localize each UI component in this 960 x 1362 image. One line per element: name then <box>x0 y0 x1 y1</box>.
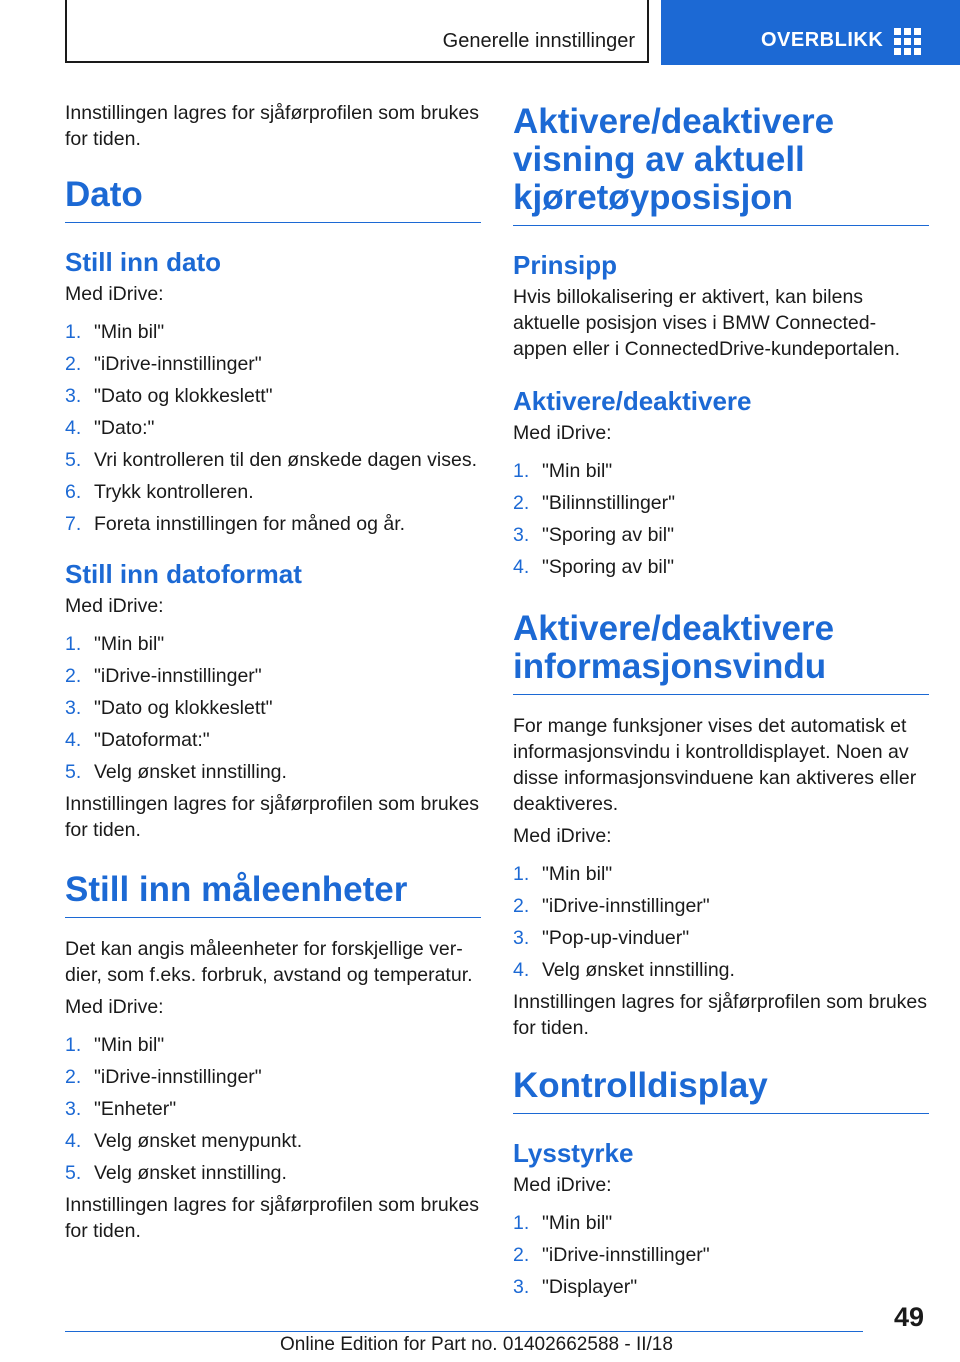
list-item: 2. "iDrive-innstillinger" <box>513 1244 710 1266</box>
heading-posisjon: Aktivere/deaktivere visning av aktuell kjøretøyposisjon <box>513 103 929 226</box>
list-item: 3. "Displayer" <box>513 1276 638 1298</box>
steps-maleenheter <box>65 1032 481 1186</box>
header-section-title: Generelle innstillinger <box>442 30 635 52</box>
grid-menu-icon <box>894 28 922 54</box>
heading-still-inn-dato: Still inn dato <box>65 247 221 277</box>
list-item: 4. Velg ønsket menypunkt. <box>65 1130 303 1152</box>
lead-still-inn-dato: Med iDrive: <box>65 283 164 305</box>
list-item: 3. "Enheter" <box>65 1098 177 1120</box>
list-item: 5. Velg ønsket innstilling. <box>65 1162 287 1184</box>
heading-dato: Dato <box>65 176 481 223</box>
heading-still-inn-datoformat: Still inn datoformat <box>65 559 302 589</box>
list-item: 2. "iDrive-innstillinger" <box>65 1066 262 1088</box>
steps-aktivere <box>513 458 929 580</box>
list-item: 2. "iDrive-innstillinger" <box>65 353 262 375</box>
list-item: 2. "Bilinnstillinger" <box>513 492 676 514</box>
list-item: 3. "Sporing av bil" <box>513 524 674 546</box>
overview-tab-label: OVERBLIKK <box>761 29 884 51</box>
overview-tab[interactable] <box>661 0 960 65</box>
intro-note: Innstillingen lagres for sjåførprofilen som brukes for tiden. <box>65 102 480 150</box>
lead-lysstyrke: Med iDrive: <box>513 1174 612 1196</box>
note-datoformat: Innstillingen lagres for sjåførprofilen som brukes for tiden. <box>65 793 480 841</box>
list-item: 5. Vri kontrolleren til den ønskede dagen vises. <box>65 449 477 471</box>
intro-informasjonsvindu: For mange funksjoner vises det automatisk et informasjonsvindu i kontrolldisplayet. Noen av disse informasjonsvinduene kan aktiveres eller deaktiveres. <box>513 715 917 815</box>
page-number: 49 <box>894 1302 925 1332</box>
lead-informasjonsvindu: Med iDrive: <box>513 825 612 847</box>
steps-still-inn-datoformat <box>65 631 481 785</box>
lead-still-inn-datoformat: Med iDrive: <box>65 595 164 617</box>
list-item: 7. Foreta innstillingen for måned og år. <box>65 513 406 535</box>
steps-informasjonsvindu <box>513 861 929 983</box>
list-item: 4. Velg ønsket innstilling. <box>513 959 735 981</box>
lead-aktivere: Med iDrive: <box>513 422 612 444</box>
intro-maleenheter: Det kan angis måleenheter for forskjellige verdier, som f.eks. forbruk, avstand og temperatur. <box>65 938 473 986</box>
list-item: 1. "Min bil" <box>513 863 613 885</box>
list-item: 2. "iDrive-innstillinger" <box>513 895 710 917</box>
steps-lysstyrke <box>513 1210 929 1300</box>
list-item: 3. "Pop-up-vinduer" <box>513 927 690 949</box>
list-item: 2. "iDrive-innstillinger" <box>65 665 262 687</box>
list-item: 1. "Min bil" <box>513 1212 613 1234</box>
list-item: 4. "Dato:" <box>65 417 155 439</box>
heading-prinsipp: Prinsipp <box>513 250 618 280</box>
steps-still-inn-dato <box>65 319 481 537</box>
list-item: 4. "Datoformat:" <box>65 729 210 751</box>
list-item: 5. Velg ønsket innstilling. <box>65 761 287 783</box>
list-item: 1. "Min bil" <box>513 460 613 482</box>
list-item: 6. Trykk kontrolleren. <box>65 481 254 503</box>
heading-aktivere-deaktivere: Aktivere/deaktivere <box>513 386 752 416</box>
list-item: 3. "Dato og klokkeslett" <box>65 385 273 407</box>
right-column <box>513 103 929 1306</box>
list-item: 4. "Sporing av bil" <box>513 556 674 578</box>
note-maleenheter: Innstillingen lagres for sjåførprofilen som brukes for tiden. <box>65 1194 480 1242</box>
list-item: 1. "Min bil" <box>65 321 165 343</box>
heading-maleenheter: Still inn måleenheter <box>65 871 481 918</box>
heading-kontrolldisplay: Kontrolldisplay <box>513 1067 929 1114</box>
heading-lysstyrke: Lysstyrke <box>513 1138 634 1168</box>
note-informasjonsvindu: Innstillingen lagres for sjåførprofilen som brukes for tiden. <box>513 991 928 1039</box>
footer-edition: Online Edition for Part no. 01402662588 - II/18 <box>280 1334 673 1355</box>
text-prinsipp: Hvis billokalisering er aktivert, kan bilens aktuelle posisjon vises i BMW Connected-appen eller i ConnectedDrive-kundeportalen. <box>513 286 900 360</box>
lead-maleenheter: Med iDrive: <box>65 996 164 1018</box>
heading-informasjonsvindu: Aktivere/deaktivere informasjonsvindu <box>513 610 929 695</box>
list-item: 1. "Min bil" <box>65 1034 165 1056</box>
list-item: 1. "Min bil" <box>65 633 165 655</box>
list-item: 3. "Dato og klokkeslett" <box>65 697 273 719</box>
header-section-box <box>65 0 649 63</box>
footer-divider <box>65 1331 863 1332</box>
left-column <box>65 100 481 1244</box>
